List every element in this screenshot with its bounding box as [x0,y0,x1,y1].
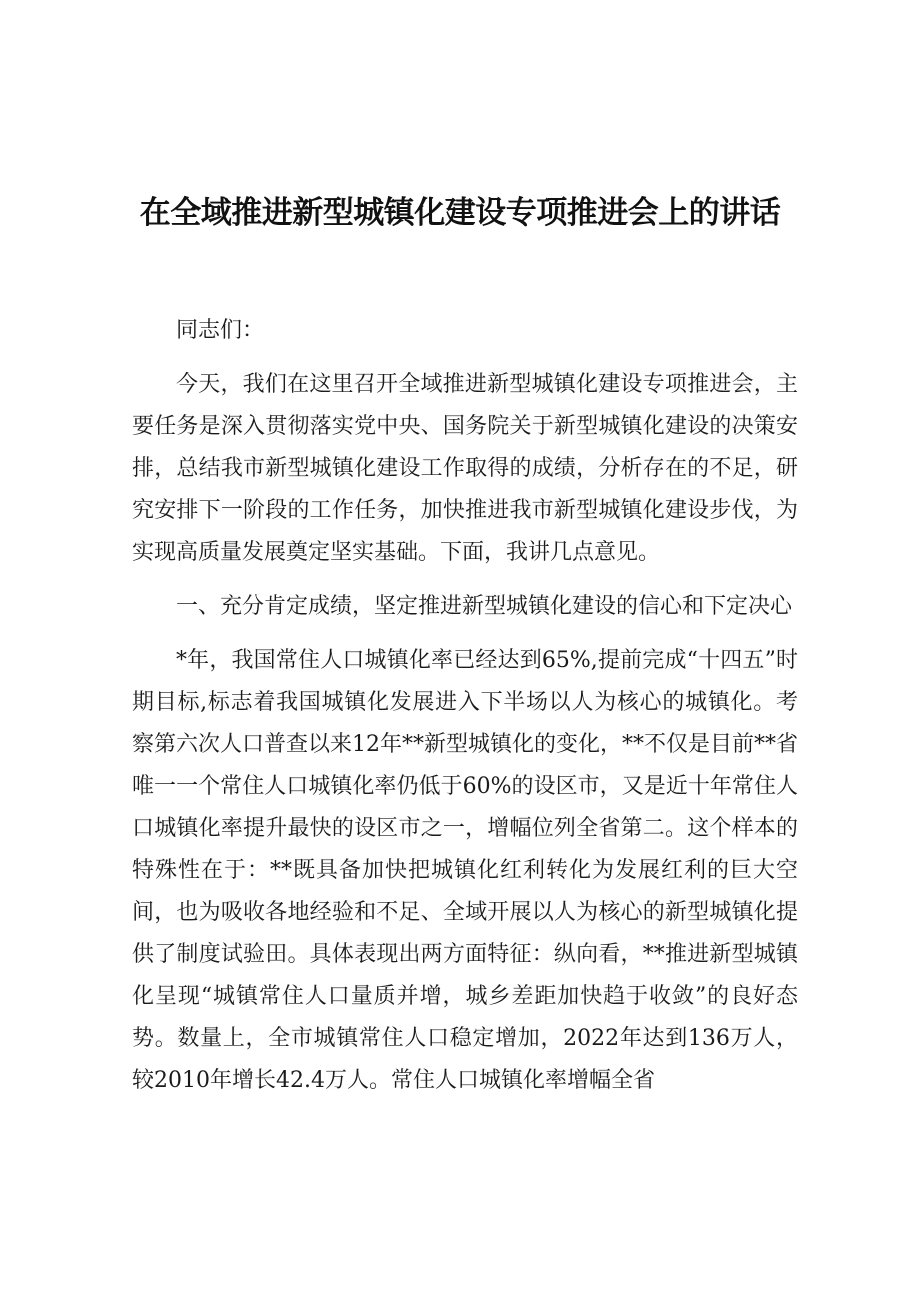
section-heading-1: 一、充分肯定成绩，坚定推进新型城镇化建设的信心和下定决心 [176,594,793,619]
paragraph-section-1: *年，我国常住人口城镇化率已经达到65%,提前完成“十四五”时期目标,标志着我国城镇化发展进入下半场以人为核心的城镇化。考察第六次人口普查以来12年**新型城镇化的变化，**不仅是目前**省唯一一个常住人口城镇化率仍低于60%的设区市，又是近十年常住人口城镇化率提升最快的设区市之一，增幅位列全省第二。这个样本的特殊性在于：**既具备加快把城镇化红利转化为发展红利的巨大空间，也为吸收各地经验和不足、全域开展以人为核心的新型城镇化提供了制度试验田。具体表现出两方面特征：纵向看，**推进新型城镇化呈现“城镇常住人口量质并增，城乡差距加快趋于收敛”的良好态势。数量上，全市城镇常住人口稳定增加，2022年达到136万人，较2010年增长42.4万人。常住人口城镇化率增幅全省 [132,648,798,1093]
document-body [132,310,798,1114]
paragraph-intro: 今天，我们在这里召开全域推进新型城镇化建设专项推进会，主要任务是深入贯彻落实党中央、国务院关于新型城镇化建设的决策安排，总结我市新型城镇化建设工作取得的成绩，分析存在的不足，研究安排下一阶段的工作任务，加快推进我市新型城镇化建设步伐，为实现高质量发展奠定坚实基础。下面，我讲几点意见。 [132,372,798,565]
document-title: 在全域推进新型城镇化建设专项推进会上的讲话 [139,195,781,231]
salutation: 同志们： [176,318,265,343]
